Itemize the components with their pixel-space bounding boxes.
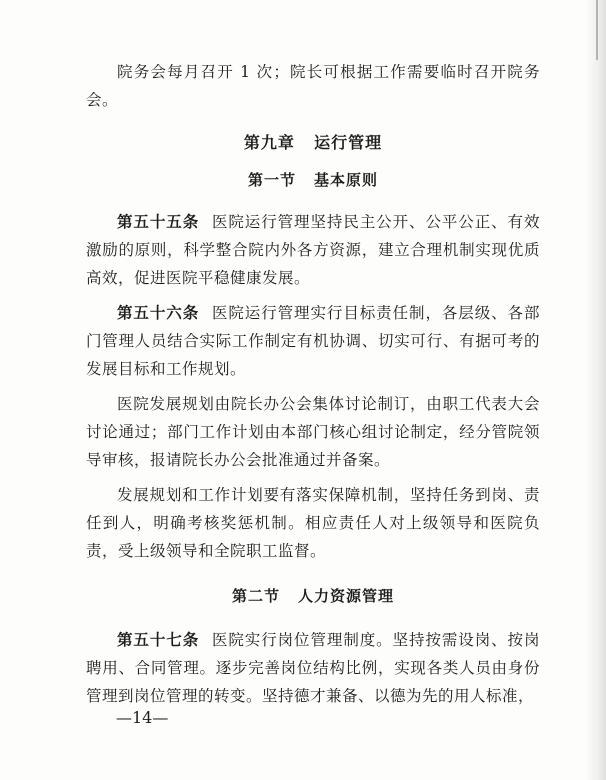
section-number-2: 第二节 — [231, 587, 280, 605]
article-55-number: 第五十五条 — [117, 213, 200, 231]
article-55-text: 医院运行管理坚持民主公开、公平公正、有效激励的原则，科学整合院内外各方资源，建立合理机制实现优质高效，促进医院平稳健康发展。 — [86, 213, 540, 287]
chapter-title — [86, 130, 540, 153]
page-edge-mark — [596, 0, 598, 60]
section-title-2 — [86, 585, 540, 606]
page-number: —14— — [116, 708, 169, 727]
article-55 — [86, 208, 540, 292]
intro-paragraph: 院务会每月召开 1 次；院长可根据工作需要临时召开院务会。 — [86, 63, 540, 109]
paragraph-guarantee: 发展规划和工作计划要有落实保障机制，坚持任务到岗、责任到人，明确考核奖惩机制。相应责任人对上级领导和医院负责，受上级领导和全院职工监督。 — [86, 486, 540, 560]
paragraph-plan: 医院发展规划由院长办公会集体讨论制订，由职工代表大会讨论通过；部门工作计划由本部门核心组讨论制定，经分管院领导审核，报请院长办公会批准通过并备案。 — [86, 395, 540, 469]
section-title-1 — [86, 169, 540, 190]
section-name-2: 人力资源管理 — [298, 587, 395, 605]
page-edge-shadow — [584, 0, 606, 780]
chapter-number: 第九章 — [243, 133, 295, 152]
article-56-number: 第五十六条 — [117, 304, 200, 322]
section-number-1: 第一节 — [247, 171, 296, 189]
chapter-name: 运行管理 — [314, 133, 383, 152]
document-body — [86, 58, 540, 717]
article-56-text: 医院运行管理实行目标责任制，各层级、各部门管理人员结合实际工作制定有机协调、切实可行、有据可考的发展目标和工作规划。 — [86, 304, 540, 378]
section-name-1: 基本原则 — [314, 171, 379, 189]
article-56 — [86, 299, 540, 383]
article-57 — [86, 626, 540, 710]
article-57-number: 第五十七条 — [117, 631, 200, 649]
article-57-text: 医院实行岗位管理制度。坚持按需设岗、按岗聘用、合同管理。逐步完善岗位结构比例，实现各类人员由身份管理到岗位管理的转变。坚持德才兼备、以德为先的用人标准， — [86, 631, 540, 705]
